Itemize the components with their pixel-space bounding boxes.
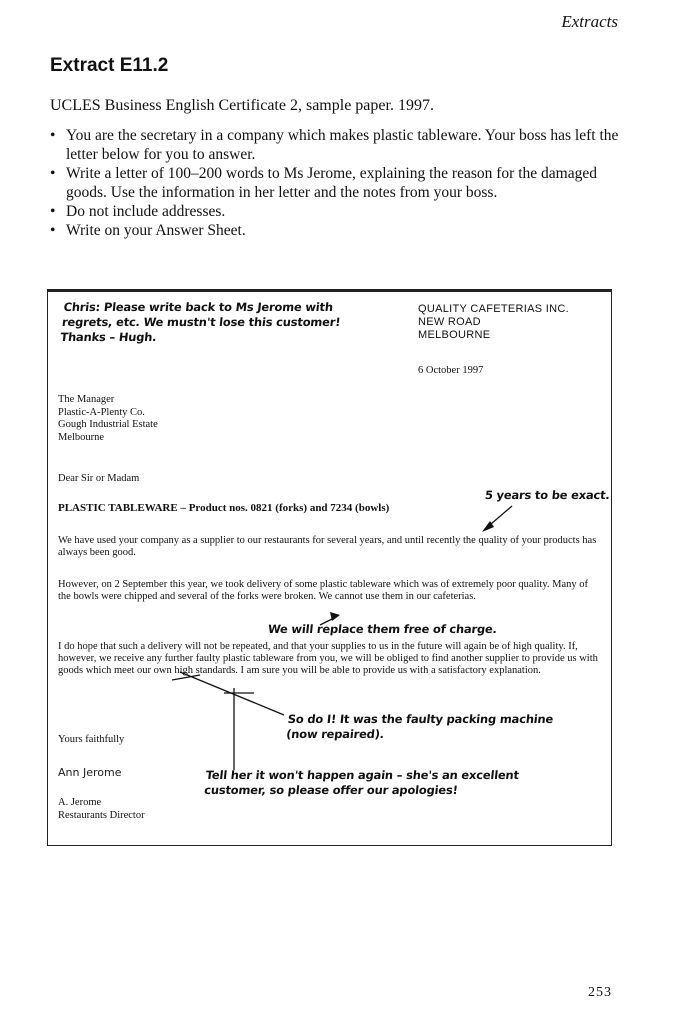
running-head: Extracts — [561, 12, 618, 31]
sender-address: QUALITY CAFETERIAS INC. NEW ROAD MELBOURNE — [418, 303, 569, 341]
letter-date: 6 October 1997 — [418, 365, 484, 376]
annotation-tell-her: Tell her it won't happen again – she's an excellent customer, so please offer our apologies! — [203, 768, 520, 797]
letter-paragraph: We have used your company as a supplier to our restaurants for several years, and until recently the quality of your products has always been good. — [58, 535, 597, 558]
source-line: UCLES Business English Certificate 2, sample paper. 1997. — [50, 97, 434, 114]
signatory: A. Jerome Restaurants Director — [58, 797, 145, 821]
letter-paragraph: However, on 2 September this year, we took delivery of some plastic tableware which was of extremely poor quality. Many of the bowls were chipped and several of the forks were broken. We cannot use them in our cafeterias. — [58, 579, 589, 602]
boss-handwritten-note: Chris: Please write back to Ms Jerome with regrets, etc. We mustn't lose this customer! Thanks – Hugh. — [59, 300, 342, 344]
instruction-item: • You are the secretary in a company which makes plastic tableware. Your boss has left the letter below for you to answer. — [50, 126, 622, 164]
letter-frame — [47, 289, 612, 846]
annotation-so-do-i: So do I! It was the faulty packing machine (now repaired). — [285, 712, 554, 741]
subject-line: PLASTIC TABLEWARE – Product nos. 0821 (forks) and 7234 (bowls) — [58, 502, 390, 514]
page-number: 253 — [588, 985, 612, 1000]
signature: Ann Jerome — [58, 766, 122, 779]
letter-paragraph: I do hope that such a delivery will not be repeated, and that your supplies to us in the future will again be of high quality. If, however, we receive any further faulty plastic tableware from you, we will be obliged to find another supplier to provide us with goods which meet our own high standards. I am sure you will be able to provide us with a satisfactory explanation. — [58, 641, 598, 676]
annotation-replace: We will replace them free of charge. — [267, 622, 498, 636]
instruction-list — [50, 126, 622, 240]
annotation-five-years: 5 years to be exact. — [484, 488, 611, 502]
closing: Yours faithfully — [58, 734, 125, 745]
recipient-address: The Manager Plastic-A-Plenty Co. Gough Industrial Estate Melbourne — [58, 394, 158, 443]
instruction-item: • Write on your Answer Sheet. — [50, 221, 622, 240]
salutation: Dear Sir or Madam — [58, 473, 140, 484]
instruction-item: • Write a letter of 100–200 words to Ms Jerome, explaining the reason for the damaged goods. Use the information in her letter and the notes from your boss. — [50, 164, 622, 202]
extract-title: Extract E11.2 — [50, 55, 169, 76]
instruction-item: • Do not include addresses. — [50, 202, 622, 221]
